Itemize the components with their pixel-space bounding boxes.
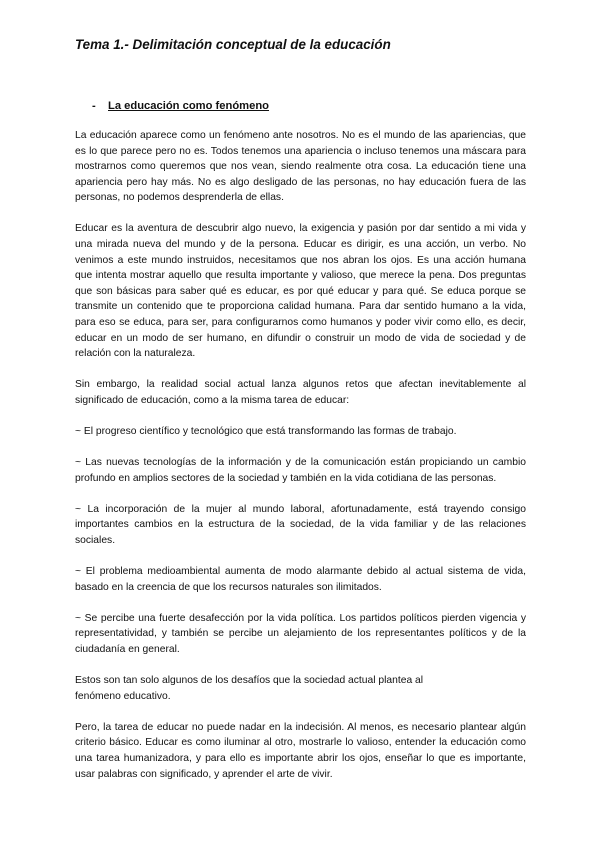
- list-item-medioambiental: ~ El problema medioambiental aumenta de modo alarmante debido al actual sistema de vida, basado en la creencia de que los recursos naturales son ilimitados.: [75, 566, 526, 593]
- paragraph-intro: La educación aparece como un fenómeno ante nosotros. No es el mundo de las apariencias, que es lo que parece pero no es. Todos tenemos una apariencia o incluso tenemos una máscara para mostrarnos como queremos que nos vean, siendo realmente otra cosa. La educación tiene una apariencia pero hay más. No es algo desligado de las personas, no hay educación fuera de las personas, no podemos desprenderla de ellas.: [75, 130, 526, 204]
- paragraph-desafios-line2: fenómeno educativo.: [75, 690, 171, 702]
- list-item-tecnologias: ~ Las nuevas tecnologías de la información y de la comunicación están propiciando un cambio profundo en amplios sectores de la sociedad y también en la vida cotidiana de las personas.: [75, 457, 526, 484]
- document-body: [75, 128, 526, 798]
- paragraph-conclusion: Pero, la tarea de educar no puede nadar en la indecisión. Al menos, es necesario plantear algún criterio básico. Educar es como iluminar al otro, mostrarle lo valioso, entender la educación como una tarea humanizadora, y para ello es importante abrir los ojos, enseñar lo que es importante, usar palabras con significado, y aprender el arte de vivir.: [75, 721, 526, 780]
- section-heading: [92, 100, 269, 112]
- paragraph-educar: Educar es la aventura de descubrir algo nuevo, la exigencia y pasión por dar sentido a mi vida y una mirada nueva del mundo y de la persona. Educar es dirigir, es una acción, un verbo. No venimos a este mundo instruidos, necesitamos que nos abran los ojos. Es una acción humana que intenta mostrar aquello que resulta importante y valioso, que merece la pena. Dos preguntas que son básicas para saber qué es educar, es por qué educar y para qué. Se educa porque se transmite un contenido que te proporciona calidad humana. Para dar sentido humano a la vida, para eso se educa, para ser, para configurarnos como humanos y poder vivir como ello, es decir, educar en un modo de ser humano, en difundir o construir un modo de vida de sociedad y de relación con la naturaleza.: [75, 223, 526, 360]
- section-heading-label: La educación como fenómeno: [108, 100, 270, 112]
- page-title: Tema 1.- Delimitación conceptual de la educación: [75, 37, 391, 52]
- list-item-progreso: ~ El progreso científico y tecnológico que está transformando las formas de trabajo.: [75, 426, 457, 437]
- paragraph-desafios-line1: Estos son tan solo algunos de los desafíos que la sociedad actual plantea al: [75, 675, 424, 687]
- list-item-mujer: ~ La incorporación de la mujer al mundo laboral, afortunadamente, está trayendo consigo importantes cambios en la estructura de la sociedad, de la vida familiar y de las relaciones sociales.: [75, 503, 526, 546]
- paragraph-retos: Sin embargo, la realidad social actual lanza algunos retos que afectan inevitablemente al significado de educación, como a la misma tarea de educar:: [75, 379, 526, 406]
- list-item-politica: ~ Se percibe una fuerte desafección por la vida política. Los partidos políticos pierden vigencia y representatividad, y también se percibe un alejamiento de los representantes políticos y de la ciudadanía en general.: [75, 612, 526, 655]
- paragraph-desafios: [75, 673, 526, 704]
- bullet-dash: -: [92, 100, 96, 112]
